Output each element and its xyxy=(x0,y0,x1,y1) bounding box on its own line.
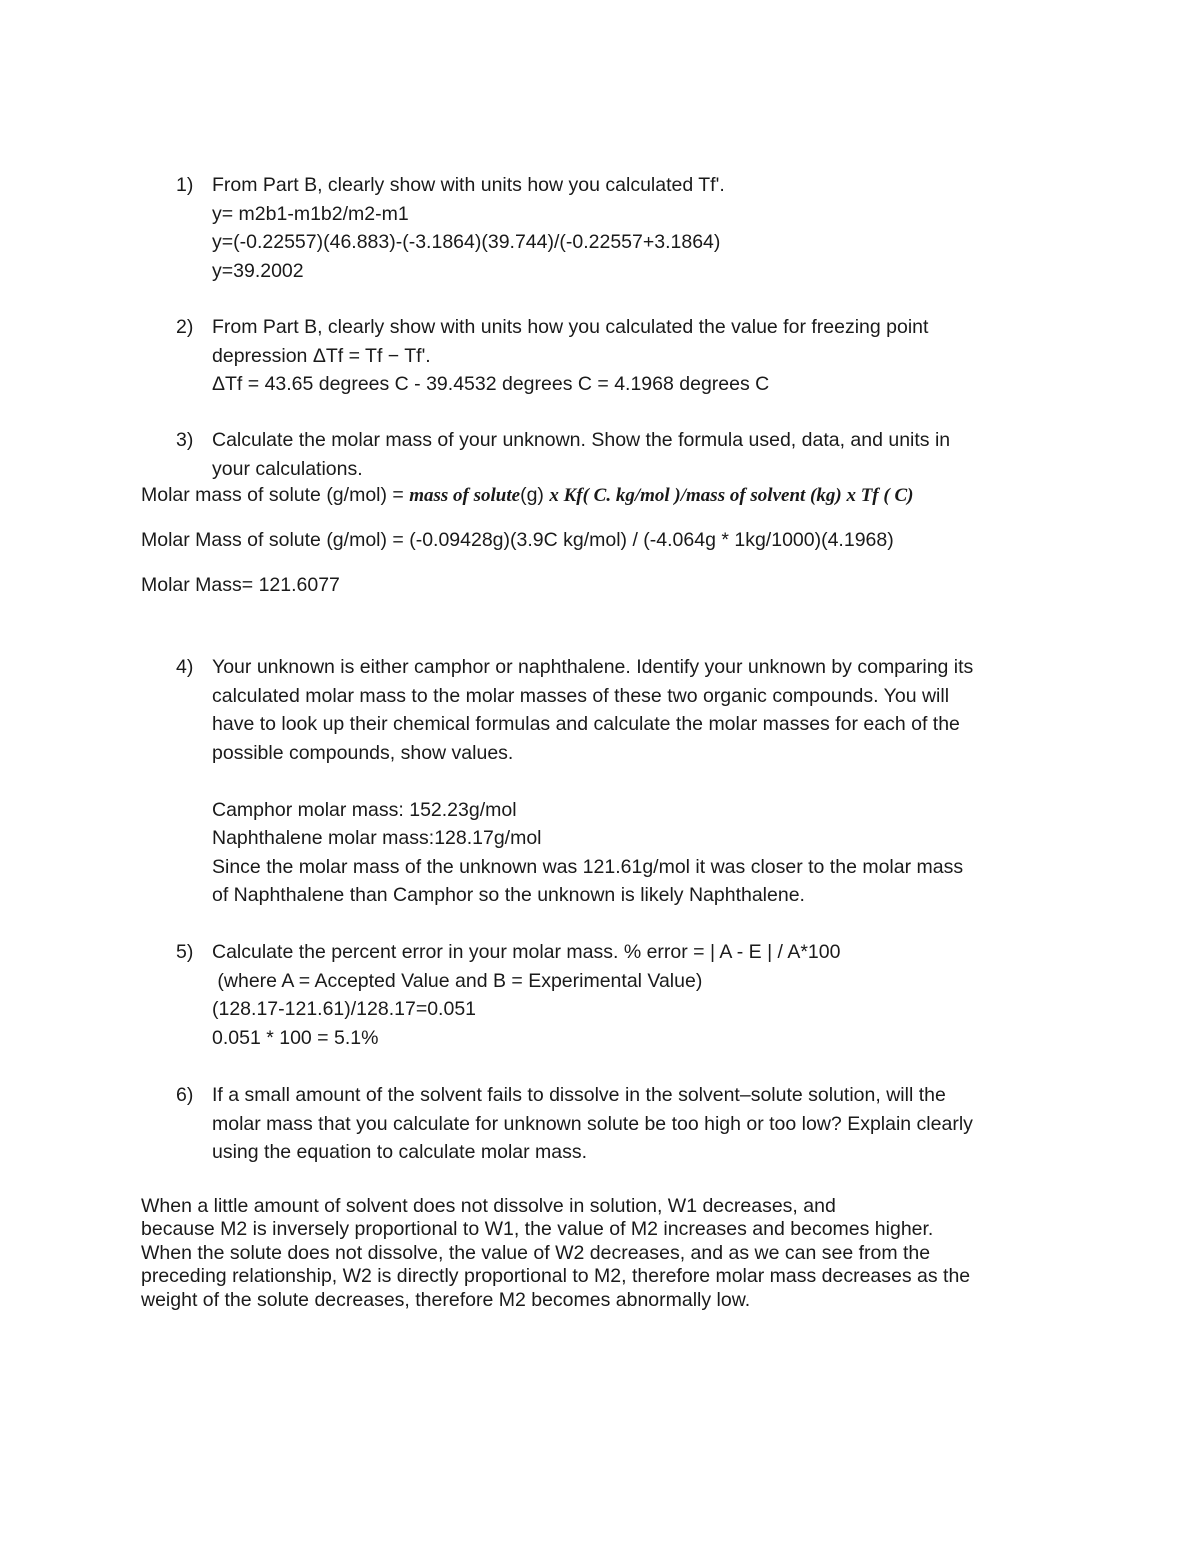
question-5-definition: (where A = Accepted Value and B = Experimental Value) xyxy=(212,969,703,992)
question-3-number: 3) xyxy=(176,429,194,451)
answer-1-line-3: y=39.2002 xyxy=(212,259,304,282)
question-1-text: From Part B, clearly show with units how you calculated Tf'. xyxy=(212,174,725,196)
answer-4-line-4: of Naphthalene than Camphor so the unknown is likely Naphthalene. xyxy=(212,884,805,906)
answer-6-line-5: weight of the solute decreases, therefore M2 becomes abnormally low. xyxy=(141,1288,751,1311)
answer-6-line-1: When a little amount of solvent does not dissolve in solution, W1 decreases, and xyxy=(141,1195,836,1217)
question-6 xyxy=(176,1081,1076,1167)
answer-6-line-2: because M2 is inversely proportional to W1, the value of M2 increases and becomes higher. xyxy=(141,1218,934,1241)
formula-mass-of-solute: mass of solute xyxy=(409,485,521,506)
question-4-text-line-2: calculated molar mass to the molar masses of these two organic compounds. You will xyxy=(212,684,950,707)
answer-4-line-1: Camphor molar mass: 152.23g/mol xyxy=(212,798,517,821)
answer-4-line-3: Since the molar mass of the unknown was 121.61g/mol it was closer to the molar mass xyxy=(212,855,964,878)
question-4 xyxy=(176,653,1076,910)
question-6-text-line-3: using the equation to calculate molar mass. xyxy=(212,1141,588,1163)
answer-1-line-2: y=(-0.22557)(46.883)-(-3.1864)(39.744)/(-0.22557+3.1864) xyxy=(212,231,721,253)
question-4-text-line-3: have to look up their chemical formulas and calculate the molar masses for each of the xyxy=(212,713,960,735)
answer-4-line-2: Naphthalene molar mass:128.17g/mol xyxy=(212,827,542,849)
answer-5-line-2: 0.051 * 100 = 5.1% xyxy=(212,1026,379,1049)
answer-6-paragraph xyxy=(141,1195,1081,1312)
question-3-text-line-2: your calculations. xyxy=(212,457,363,480)
question-6-number: 6) xyxy=(176,1084,194,1106)
question-4-text-line-1: Your unknown is either camphor or naphthalene. Identify your unknown by comparing its xyxy=(212,656,974,678)
question-6-text-line-1: If a small amount of the solvent fails to dissolve in the solvent–solute solution, will the xyxy=(212,1084,946,1106)
question-2-number: 2) xyxy=(176,316,194,338)
question-5 xyxy=(176,938,1076,1052)
answer-6-line-3: When the solute does not dissolve, the value of W2 decreases, and as we can see from the xyxy=(141,1241,931,1264)
molar-mass-result: Molar Mass= 121.6077 xyxy=(141,574,340,596)
molar-mass-formula xyxy=(141,481,913,510)
question-2-text-line-2: depression ΔTf = Tf − Tf'. xyxy=(212,344,431,367)
formula-rest: x Kf( C. kg/mol )/mass of solvent (kg) x Tf ( C) xyxy=(549,485,914,506)
question-5-number: 5) xyxy=(176,941,194,963)
formula-prefix: Molar mass of solute (g/mol) = xyxy=(141,484,410,506)
molar-mass-calculation: Molar Mass of solute (g/mol) = (-0.09428g)(3.9C kg/mol) / (-4.064g * 1kg/1000)(4.1968) xyxy=(141,529,894,551)
question-3 xyxy=(176,426,1076,483)
question-6-text-line-2: molar mass that you calculate for unknown solute be too high or too low? Explain clearly xyxy=(212,1112,973,1135)
question-2-text-line-1: From Part B, clearly show with units how you calculated the value for freezing point xyxy=(212,316,929,338)
answer-6-line-4: preceding relationship, W2 is directly proportional to M2, therefore molar mass decreases as the xyxy=(141,1265,971,1288)
question-2 xyxy=(176,313,1076,399)
question-4-number: 4) xyxy=(176,656,194,678)
answer-2: ΔTf = 43.65 degrees C - 39.4532 degrees C = 4.1968 degrees C xyxy=(212,373,770,395)
answer-5-line-1: (128.17-121.61)/128.17=0.051 xyxy=(212,998,477,1020)
answer-1-line-1: y= m2b1-m1b2/m2-m1 xyxy=(212,202,409,225)
formula-grams: (g) xyxy=(520,484,550,506)
question-4-text-line-4: possible compounds, show values. xyxy=(212,741,514,764)
question-1 xyxy=(176,171,1076,285)
question-5-text: Calculate the percent error in your molar mass. % error = | A - E | / A*100 xyxy=(212,941,841,963)
question-3-text-line-1: Calculate the molar mass of your unknown. Show the formula used, data, and units in xyxy=(212,429,951,451)
question-1-number: 1) xyxy=(176,174,194,196)
